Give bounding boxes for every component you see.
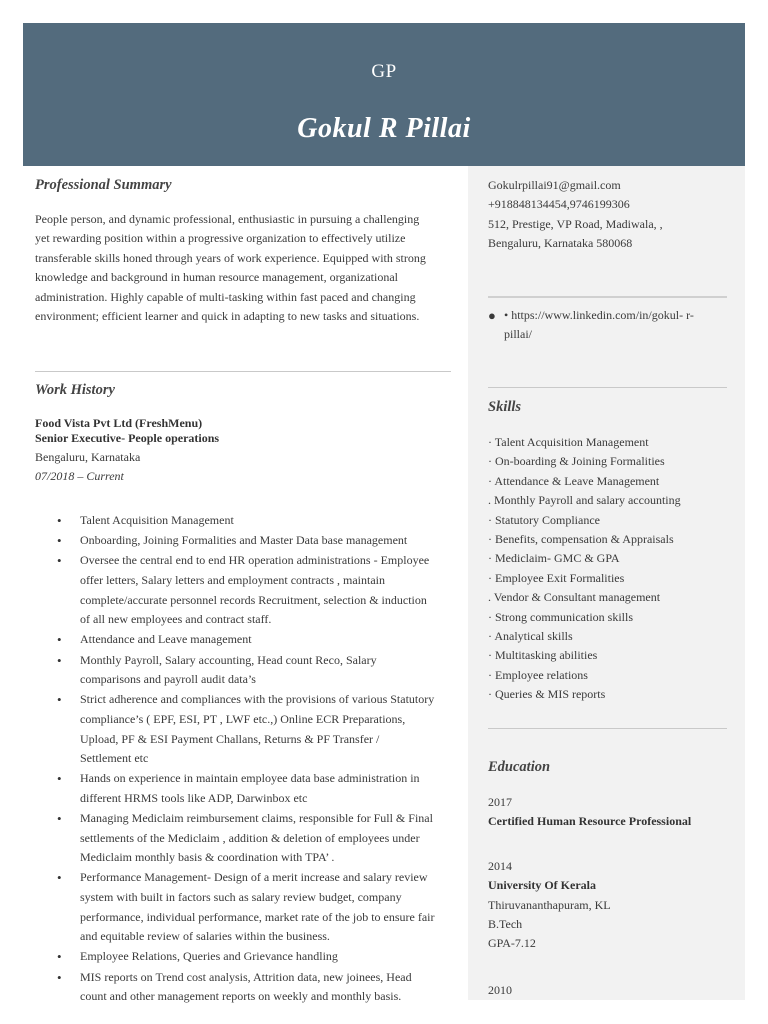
candidate-name: Gokul R Pillai (297, 113, 471, 144)
duty-line: • Onboarding, Joining Formalities and Master Data base management (80, 533, 408, 548)
duty-line: compliance’s ( EPF, ESI, PT , LWF etc.,) Online ECR Preparations, (80, 711, 406, 726)
duty-line: and equitable review of salaries within the business. (80, 929, 330, 944)
job-entry (35, 416, 451, 487)
sidebar-divider (488, 387, 727, 388)
duty-item (35, 651, 465, 690)
duty-line: • Performance Management- Design of a merit increase and salary review (80, 870, 428, 885)
skills-title: Skills (488, 399, 522, 415)
duty-item (35, 511, 465, 531)
duty-line: of all new employees and contract staff. (80, 612, 272, 627)
duty-line: • Employee Relations, Queries and Grievance handling (80, 949, 338, 964)
link-block (488, 306, 727, 345)
contact-address-line2: Bengaluru, Karnataka 580068 (488, 235, 633, 250)
duty-line: Upload, PF & ESI Payment Challans, Returns & PF Transfer / (80, 731, 380, 746)
job-location: Bengaluru, Karnataka (35, 450, 141, 464)
summary-line: People person, and dynamic professional, enthusiastic in pursuing a challenging (35, 212, 420, 226)
contact-email[interactable]: Gokulrpillai91@gmail.com (488, 178, 621, 192)
duty-line: • Attendance and Leave management (80, 632, 252, 647)
education-title: Education (488, 759, 551, 775)
resume-header (23, 23, 745, 166)
skill-item: · Mediclaim- GMC & GPA (488, 551, 620, 566)
duty-item (35, 630, 465, 650)
duty-line: • Oversee the central end to end HR operation administrations - Employee (80, 553, 430, 568)
sidebar-divider (488, 296, 727, 298)
duty-line: settlements of the Mediclaim , addition & deletion of employees under (80, 830, 420, 845)
summary-line: administration. Highly capable of multi-tasking within fast paced and changing (35, 289, 416, 304)
education-entry (488, 793, 691, 832)
skill-item: · Queries & MIS reports (488, 687, 606, 702)
duty-line: system with built in factors such as salary review budget, company (80, 890, 402, 905)
duty-item (35, 551, 465, 629)
education-institution: University Of Kerala (488, 878, 596, 893)
education-degree: B.Tech (488, 916, 523, 931)
contact-phone: +918848134454,9746199306 (488, 197, 630, 212)
duty-line: comparisons and payroll audit data’s (80, 672, 256, 687)
summary-title: Professional Summary (35, 177, 172, 193)
summary-line: knowledge and background in human resource management, organizational (35, 270, 398, 285)
summary-text (35, 210, 455, 326)
skill-item: · Analytical skills (488, 629, 573, 644)
skill-item: · Talent Acquisition Management (488, 435, 649, 449)
education-entry (488, 981, 512, 1000)
duty-item (35, 531, 465, 551)
education-entry (488, 857, 611, 953)
duty-line: • Monthly Payroll, Salary accounting, Head count Reco, Salary (80, 652, 377, 667)
education-year: 2010 (488, 983, 512, 997)
summary-line: environment; efficient learner and quick in adapting to new tasks and situations. (35, 309, 420, 324)
section-divider (35, 371, 451, 372)
education-gpa: GPA-7.12 (488, 936, 536, 951)
sidebar (468, 166, 745, 1000)
skill-item: · Attendance & Leave Management (488, 473, 660, 488)
duty-item (35, 809, 465, 868)
duty-line: offer letters, Salary letters and employment contracts , maintain (80, 572, 386, 587)
duty-line: Settlement etc (80, 751, 149, 766)
skill-item: · Multitasking abilities (488, 648, 598, 663)
duty-item (35, 769, 465, 808)
company-name: Food Vista Pvt Ltd (FreshMenu) (35, 416, 203, 430)
education-year: 2014 (488, 859, 512, 873)
summary-line: transferable skills honed through years of work experience. Equipped with strong (35, 250, 426, 265)
duty-item (35, 868, 465, 946)
skill-item: · Employee relations (488, 667, 588, 682)
duty-line: • MIS reports on Trend cost analysis, Attrition data, new joinees, Head (80, 969, 412, 984)
skill-item: · On-boarding & Joining Formalities (488, 454, 665, 469)
skill-item: . Monthly Payroll and salary accounting (488, 493, 681, 508)
duty-line: Mediclaim monthly basis & coordination with TPA’ . (80, 850, 335, 865)
duty-item (35, 947, 465, 967)
job-dates: 07/2018 – Current (35, 469, 124, 484)
skill-item: · Employee Exit Formalities (488, 570, 625, 585)
work-history-title: Work History (35, 382, 115, 398)
duty-line: • Talent Acquisition Management (80, 513, 234, 527)
sidebar-divider (488, 728, 727, 729)
education-year: 2017 (488, 795, 512, 809)
duties-list (35, 511, 465, 1007)
education-location: Thiruvananthapuram, KL (488, 897, 611, 912)
duty-line: count and other management reports on weekly and monthly basis. (80, 989, 402, 1004)
duty-item (35, 968, 465, 1007)
skill-item: · Strong communication skills (488, 609, 633, 624)
education-degree: Certified Human Resource Professional (488, 814, 692, 829)
duty-line: performance, individual performance, market rate of the job to ensure fair (80, 909, 435, 924)
duty-line: • Hands on experience in maintain employee data base administration in (80, 771, 420, 786)
linkedin-link-line1[interactable]: • https://www.linkedin.com/in/gokul- r- (504, 308, 694, 322)
initials: GP (371, 61, 397, 82)
summary-line: yet rewarding position within a progressive organization to effectively utilize (35, 231, 406, 246)
skill-item: · Statutory Compliance (488, 512, 600, 527)
duty-line: • Managing Mediclaim reimbursement claims, responsible for Full & Final (80, 811, 433, 826)
skill-item: · Benefits, compensation & Appraisals (488, 532, 674, 547)
bullet-icon: ● (488, 308, 496, 323)
duty-line: complete/accurate personnel records Recruitment, selection & induction (80, 592, 427, 607)
duty-line: • Strict adherence and compliances with the provisions of various Statutory (80, 692, 435, 707)
duty-item (35, 690, 465, 768)
job-title: Senior Executive- People operations (35, 431, 220, 445)
contact-address-line1: 512, Prestige, VP Road, Madiwala, , (488, 216, 663, 231)
skills-list (488, 433, 681, 705)
skill-item: . Vendor & Consultant management (488, 590, 661, 605)
linkedin-link-line2[interactable]: pillai/ (504, 327, 532, 342)
contact-block (488, 176, 663, 253)
duty-line: different HRMS tools like ADP, Darwinbox etc (80, 790, 308, 805)
